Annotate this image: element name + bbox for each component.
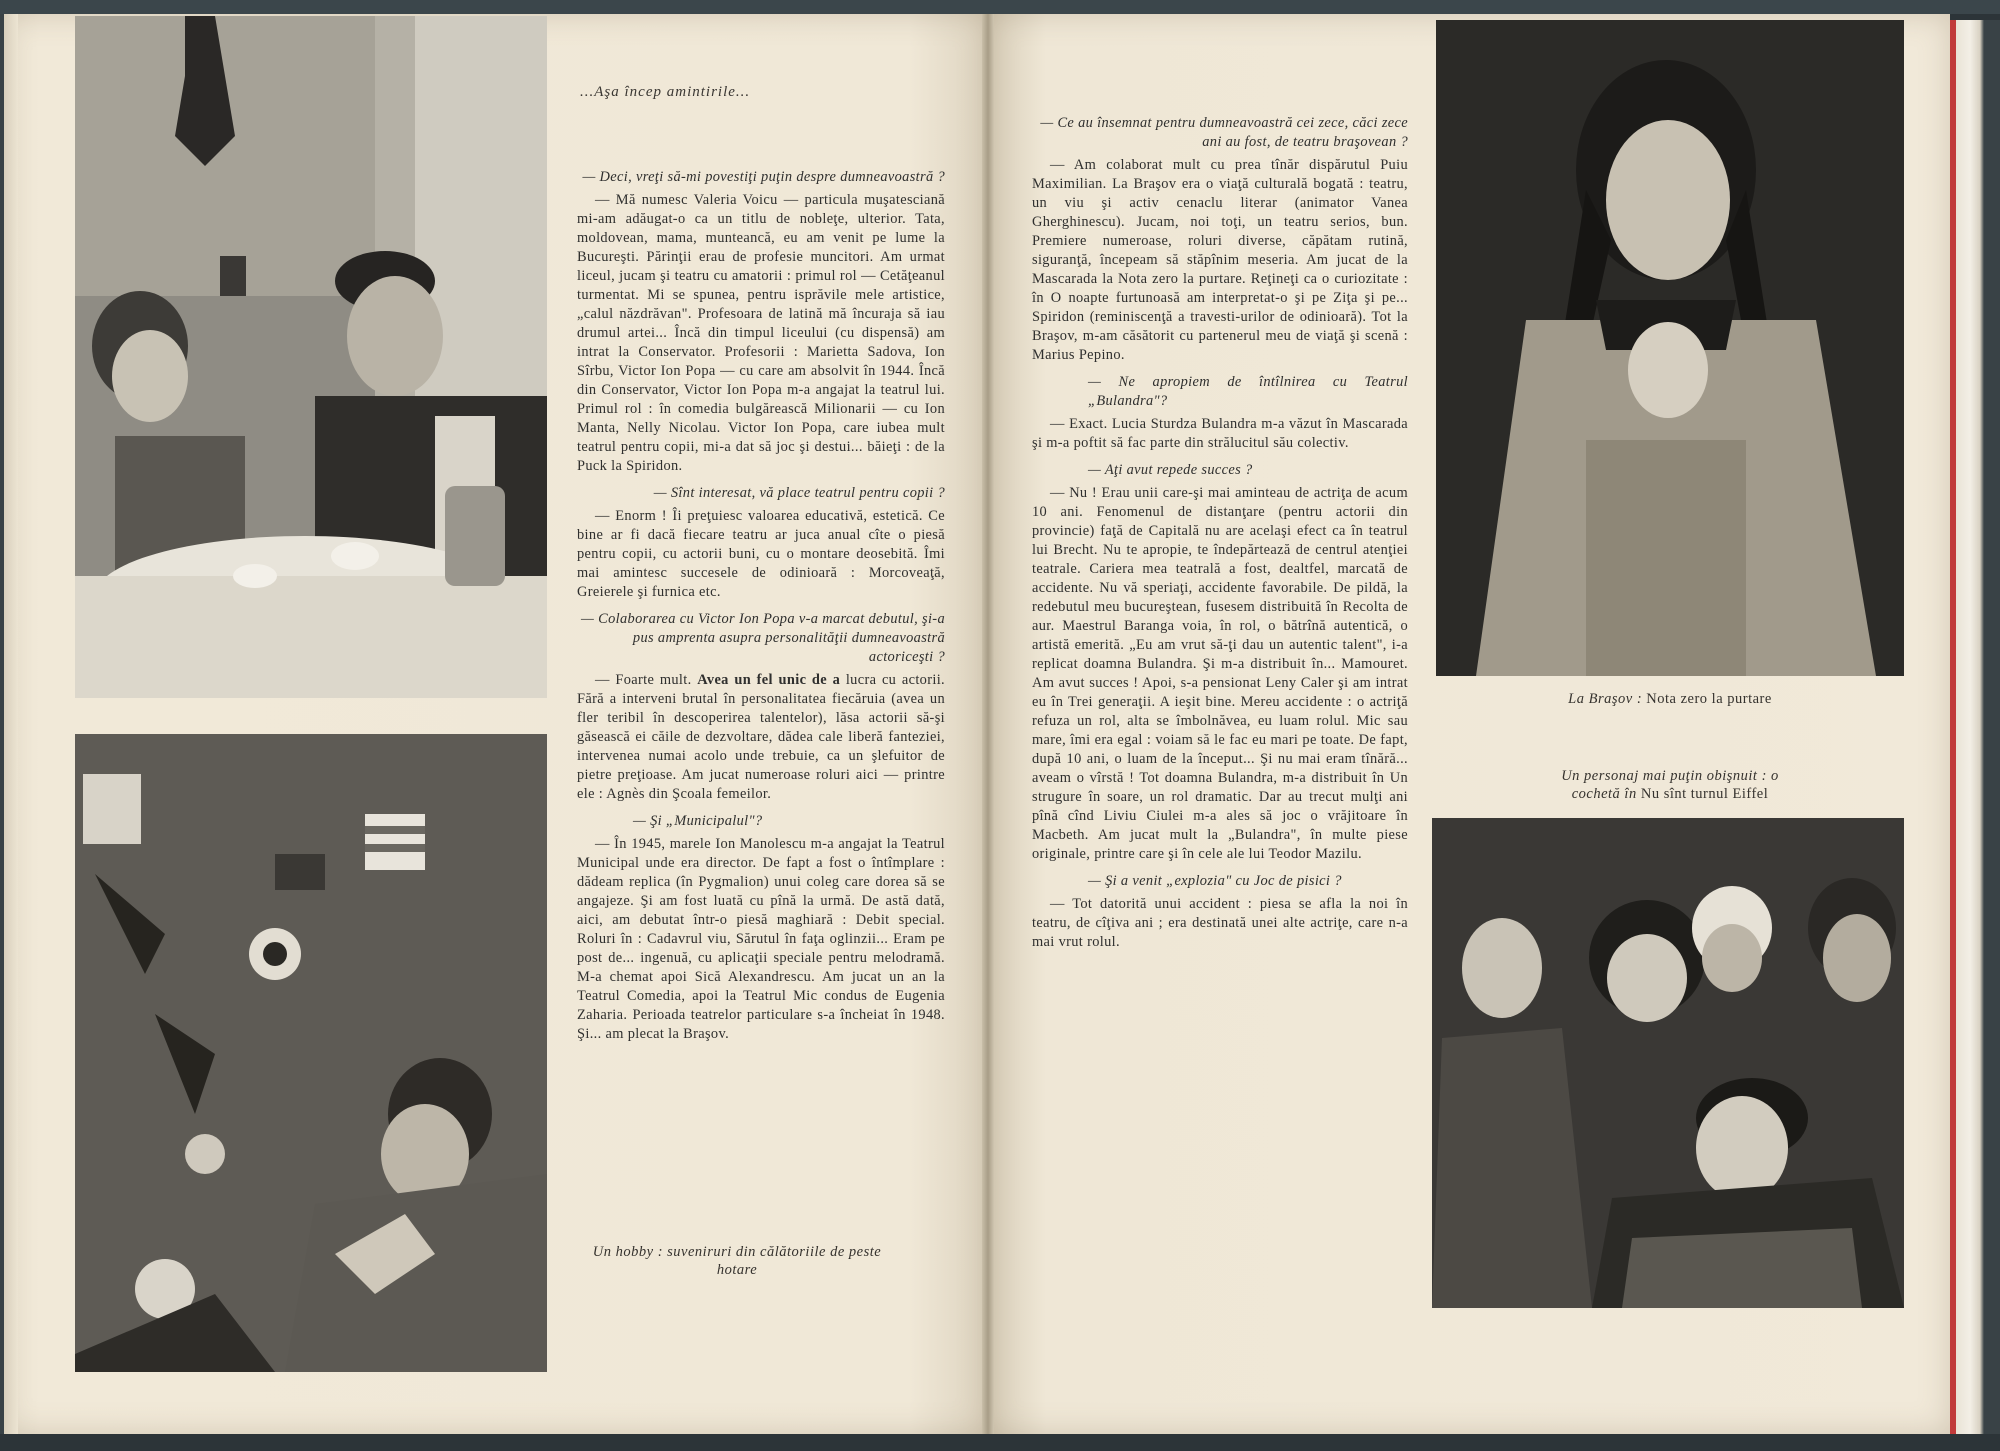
photo-hobby-souvenirs [75, 734, 547, 1372]
answer-joc-de-pisici: — Tot datorită unui accident : piesa se afla la noi în teatru, de cîţiva ani ; era destinată unei alte actriţe, care n-a mai vrut rolul. [1032, 896, 1408, 950]
caption-brasov-title: Nota zero la purtare [1646, 691, 1772, 707]
caption-eiffel-line1: Un personaj mai puţin obişnuit : o [1561, 768, 1779, 784]
answer-success: — Nu ! Erau unii care-şi mai aminteau de actriţa de acum 10 ani. Fenomenul de distanţare (pentru actorii din provincie) faţă de Capitală nu are acelaşi efect ca în teatrul lui Brecht. Nu te apropie, te îndepărtează de centrul atenţiei teatrale. Cariera mea teatrală a fost, dealtfel, marcată de accidente. Nu vă speriaţi, accidente favorabile. De pildă, la redebutul meu bucureştean, fusesem distribuită în Recolta de aur. Maestrul Baranga voia, în rol, o bătrînă autentică, o artistă emerită. „Eu am vrut să-ţi dau un autentic talent", i-a replicat doamna Bulandra. Şi m-a distribuit în... Mamouret. Am avut succes ! Apoi, s-a pensionat Leny Caler şi am intrat eu în Trei generaţii. A ieşit bine. Mereu accidente : o actriţă refuza un rol, alta se îmbolnăvea, eu luam rolul. Mic sau mare, îmi era egal : voiam să le fac eu mari pe toate. De fapt, după 10 ani, o luam de la început... Şi nu mai eram tînără... aveam o vîrstă ! Tot doamna Bulandra, m-a distribuit în Un strugure în soare, un rol dramatic. Dar au trecut mulţi ani pînă cînd Liviu Ciulei m-a ales să joc o vrăjitoare în Macbeth. Am jucat mult la „Bulandra", în multe piese originale, printre care şi în cele ale lui Teodor Mazilu. [1032, 485, 1408, 862]
question-bulandra: — Ne apropiem de întîlnirea cu Teatrul „Bulandra"? [1088, 374, 1408, 409]
photo-eiffel-scene [1432, 818, 1904, 1308]
question-success: — Aţi avut repede succes ? [1088, 462, 1253, 478]
left-text-column [577, 160, 945, 1044]
answer-municipal: — În 1945, marele Ion Manolescu m-a angajat la Teatrul Municipal unde era director. De fapt a fost o întîmplare : dădeam replica (în Pygmalion) unui coleg care dorea să se angajeze. Şi am fost luată cu pînă la urmă. De astă dată, aici, am debutat într-o piesă maghiară : Debit special. Roluri în : Cadavrul viu, Sărutul în faţa oglinzii... Eram pe post de... ingenuă, cu aplicaţii speciale pentru melodramă. M-a chemat apoi Sică Alexandrescu. Am jucat un an la Teatrul Comedia, apoi la Teatrul Mic condus de Eugenia Zaharia. Perioada teatrelor particulare s-a încheiat în 1948. Şi... am plecat la Braşov. [577, 836, 945, 1042]
question-victor-ion-popa: — Colaborarea cu Victor Ion Popa v-a marcat debutul, şi-a pus amprenta asupra personalităţii dumneavoastră actoriceşti ? [581, 611, 945, 665]
caption-eiffel-play: Nu sînt turnul Eiffel [1640, 786, 1769, 802]
answer-lead: — Foarte mult. [595, 672, 692, 688]
answer-body: lucra cu actorii. Fără a interveni brutal în personalitatea fiecăruia (avea un fler teribil în descoperirea talentelor), lăsa actorii să-şi găsească ei căile de dezvoltare, dădea cale liberă fanteziei, intervenea numai acolo unde trebuie, ca un şlefuitor de pietre preţioase. Am jucat numeroase roluri aici — printre ele : Agnès din Şcoala femeilor. [577, 672, 946, 802]
caption-brasov-label: La Braşov : [1568, 691, 1643, 707]
answer-brasov-years: — Am colaborat mult cu prea tînăr dispărutul Puiu Maximilian. La Braşov era o viaţă culturală bogată : teatru, un viu şi activ cenaclu literar (animator Vanea Gherghinescu). Jucam, noi toţi, un teatru serios, bun. Premiere numeroase, roluri diverse, căpătam rutină, siguranţă, începeam să stăpînim meseria. Am jucat de la Mascarada la Nota zero la purtare. Reţineţi ca o curiozitate : în O noapte furtunoasă am interpretat-o şi pe Ziţa şi pe... Spiridon (reminiscenţă a travesti-urilor de odinioară). Tot la Braşov, m-am căsătorit cu partenerul meu de viaţă şi scenă : Marius Pepino. [1032, 157, 1408, 363]
photo-brasov-actress [1436, 20, 1904, 676]
caption-brasov [1436, 690, 1904, 708]
answer-bold-phrase: Avea un fel unic de a [697, 672, 841, 688]
caption-eiffel-role: cochetă în [1571, 786, 1637, 802]
question-about-yourself: — Deci, vreţi să-mi povestiţi puţin despre dumneavoastră ? [582, 169, 945, 185]
caption-hobby: Un hobby : suveniruri din călătoriile de peste hotare [592, 1244, 882, 1278]
answer-biography: — Mă numesc Valeria Voicu — particula muşatesciană mi-am adăugat-o ca un titlu de nobleţe, ulterior. Tata, moldovean, mama, munteancă, eu am venit pe lume la Bucureşti. Părinţii erau de profesie muncitori. Am urmat liceul, jucam şi teatru cu amatorii : primul rol — Cetăţeanul turmentat. Mi se spunea, pentru isprăvile mele artistice, „calul năzdrăvan". Profesoara de latină mă încuraja să iau drumul artei... Încă din timpul liceului (cu dispensă) am intrat la Conservator. Profesorii : Marietta Sadova, Ion Sîrbu, Victor Ion Popa — cu care am absolvit în 1944. Încă din Conservator, Victor Ion Popa m-a angajat la teatrul lui. Primul rol : în comedia bulgărească Milionarii — cu Ion Manta, Nelly Nicolau. Victor Ion Popa, care iubea mult teatrul pentru copii, mi-a dat să joc şi destui... băieţi : de la Puck la Spiridon. [577, 192, 945, 474]
intro-line: ...Aşa încep amintirile... [580, 84, 751, 100]
book-gutter [982, 14, 994, 1434]
book-cover-top [0, 0, 2000, 14]
caption-eiffel-line2 [1436, 785, 1904, 803]
question-childrens-theatre: — Sînt interesat, vă place teatrul pentru copii ? [653, 485, 945, 501]
question-brasov-years: — Ce au însemnat pentru dumneavoastră cei zece, căci zece ani au fost, de teatru braşovean ? [1040, 115, 1408, 150]
answer-childrens-theatre: — Enorm ! Îi preţuiesc valoarea educativă, estetică. Ce bine ar fi dacă fiecare teatru ar juca anual cîte o piesă pentru copii, cu actorii buni, cu o montare deosebită. Îmi mai amintesc succesele de odinioară : Morcoveaţă, Greierele şi furnica etc. [577, 508, 945, 600]
question-municipal: — Şi „Municipalul"? [633, 813, 763, 829]
right-text-column [1032, 106, 1408, 952]
fore-edge-red-pages [1950, 20, 2000, 1434]
question-joc-de-pisici: — Şi a venit „explozia" cu Joc de pisici ? [1088, 873, 1342, 889]
answer-victor-ion-popa [577, 671, 945, 804]
photo-interview-at-table [75, 16, 547, 698]
answer-bulandra: — Exact. Lucia Sturdza Bulandra m-a văzut în Mascarada şi m-a poftit să fac parte din strălucitul său colectiv. [1032, 416, 1408, 451]
caption-eiffel [1436, 767, 1904, 803]
left-page-edge [0, 14, 18, 1434]
